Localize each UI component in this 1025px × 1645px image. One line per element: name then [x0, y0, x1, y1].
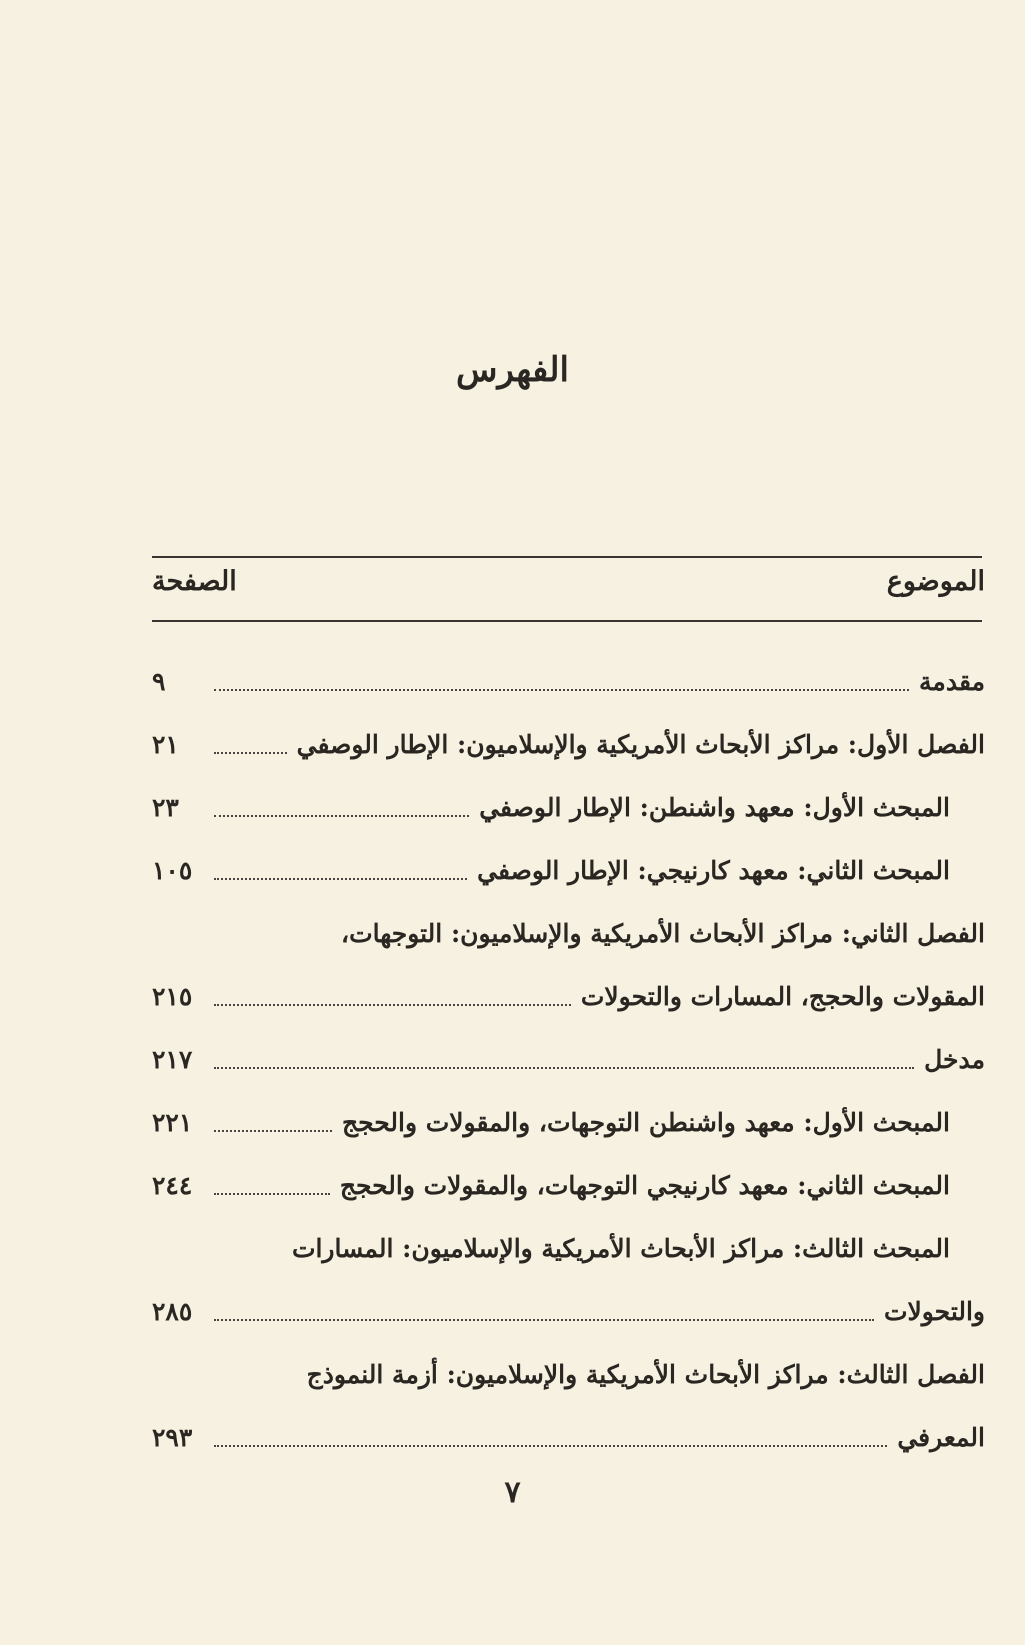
toc-entry-label: المبحث الأول: معهد واشنطن: الإطار الوصفي [479, 793, 950, 822]
toc-entry-label: الفصل الثاني: مراكز الأبحاث الأمريكية والإسلاميون: التوجهات، [341, 919, 985, 948]
toc-entry-label: المقولات والحجج، المسارات والتحولات [580, 982, 985, 1011]
toc-entry [152, 713, 985, 776]
dot-leader [214, 1051, 914, 1069]
toc-entry-label: المبحث الأول: معهد واشنطن التوجهات، والمقولات والحجج [342, 1108, 950, 1137]
dot-leader [214, 862, 467, 880]
page-title: الفهرس [456, 350, 569, 390]
toc-entry-page: ٢١ [152, 730, 179, 759]
toc-entry-page: ٢١٧ [152, 1045, 193, 1074]
page-number: ٧ [504, 1475, 521, 1510]
column-header-page: الصفحة [152, 566, 237, 597]
toc-entry-page: ٢٢١ [152, 1108, 193, 1137]
toc-entry-label: المبحث الثاني: معهد كارنيجي: الإطار الوصفي [477, 856, 950, 885]
toc-entry [152, 902, 985, 965]
toc-entry [152, 839, 985, 902]
dot-leader [214, 1429, 887, 1447]
toc-entry [152, 1343, 985, 1406]
toc-entry-page: ٢٤٤ [152, 1171, 193, 1200]
table-of-contents [152, 650, 985, 1469]
toc-entry-label: المبحث الثاني: معهد كارنيجي التوجهات، والمقولات والحجج [339, 1171, 950, 1200]
toc-entry [152, 1406, 985, 1469]
toc-entry-label: مدخل [924, 1045, 985, 1074]
toc-entry-label: الفصل الأول: مراكز الأبحاث الأمريكية والإسلاميون: الإطار الوصفي [296, 730, 985, 759]
dot-leader [214, 1303, 874, 1321]
column-header-topic: الموضوع [886, 566, 985, 597]
dot-leader [214, 1177, 330, 1195]
toc-entry-label: والتحولات [883, 1297, 985, 1326]
toc-entry-page: ٢٣ [152, 793, 179, 822]
toc-entry [152, 1280, 985, 1343]
toc-entry-label: المعرفي [897, 1423, 985, 1452]
bottom-rule [152, 620, 982, 622]
toc-entry-label: المبحث الثالث: مراكز الأبحاث الأمريكية والإسلاميون: المسارات [291, 1234, 950, 1263]
top-rule [152, 556, 982, 558]
toc-entry [152, 1217, 985, 1280]
dot-leader [214, 1114, 332, 1132]
toc-entry [152, 1091, 985, 1154]
toc-entry-page: ٢١٥ [152, 982, 193, 1011]
toc-entry [152, 776, 985, 839]
toc-entry-label: مقدمة [919, 667, 985, 696]
dot-leader [214, 799, 469, 817]
toc-entry [152, 1028, 985, 1091]
toc-entry [152, 965, 985, 1028]
toc-entry-page: ٩ [152, 667, 166, 696]
dot-leader [214, 736, 287, 754]
toc-entry-page: ١٠٥ [152, 856, 193, 885]
toc-entry-label: الفصل الثالث: مراكز الأبحاث الأمريكية والإسلاميون: أزمة النموذج [306, 1360, 985, 1389]
toc-entry [152, 650, 985, 713]
dot-leader [214, 673, 909, 691]
toc-entry-page: ٢٩٣ [152, 1423, 193, 1452]
dot-leader [214, 988, 571, 1006]
toc-entry-page: ٢٨٥ [152, 1297, 193, 1326]
toc-entry [152, 1154, 985, 1217]
